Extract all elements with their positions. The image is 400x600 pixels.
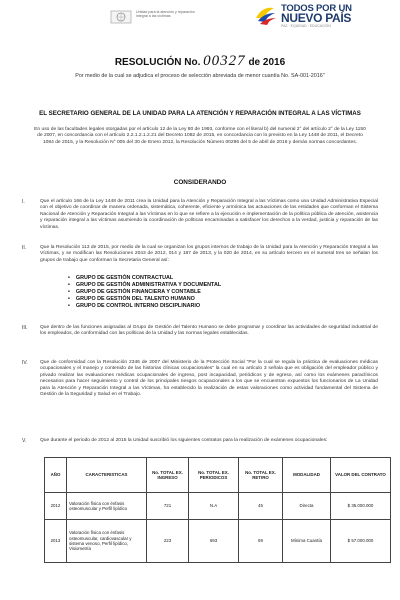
table-cell: 721: [147, 493, 189, 520]
header-entity-name: Unidad para la atención y reparación integral a las víctimas: [136, 10, 195, 19]
preamble-paragraph: En uso de las facultades legales otorgadas por el artículo 12 de la Ley 80 de 1993, conforme con el literal b) del numeral 2° del artículo 2° de la Ley 1150 de 2007, en concordancia con el artículo 2.2.1.2.1.2.21 del Decreto 1082 de 2015, en concordancia con lo previsto en la Ley 1448 de 2011, el Decreto 1084 de 2015, y la Resolución N° 005 del 30 de Enero 2012, la Resolución Número 00296 del 5 de abril de 2016 y demás normas concordantes.: [34, 127, 366, 145]
table-cell: 223: [147, 520, 189, 563]
item-numeral: I.: [22, 199, 25, 205]
considerando-item: [22, 325, 378, 338]
table-cell: 693: [189, 520, 239, 563]
table-cell: Directa: [283, 493, 331, 520]
logo-line-1: TODOS POR UN: [281, 3, 352, 14]
resolution-prefix: RESOLUCIÓN No.: [114, 57, 201, 68]
issuing-authority: EL SECRETARIO GENERAL DE LA UNIDAD PARA LA ATENCIÓN Y REPARACIÓN INTEGRAL A LAS VÍCTIMAS: [39, 110, 361, 117]
table-header-cell: AÑO: [45, 458, 67, 493]
table-cell: 2012: [45, 493, 67, 520]
logo-tagline: PAZ · EQUIDAD · EDUCACIÓN: [281, 24, 331, 28]
item-numeral: III.: [22, 325, 28, 331]
table-cell: Mínima Cuantía: [283, 520, 331, 563]
table-row: [45, 493, 391, 520]
item-text: Que el artículo 166 de la Ley 1448 de 2011 crea la Unidad para la Atención y Reparación Integral a las Víctimas como una Unidad Administrativa Especial con el objetivo de coordinar de manera ordenada, sistemática, coherente, eficiente y armónica las actuaciones de las entidades que conforman el Sistema Nacional de Atención y Reparación Integral a las Víctimas en lo que se refiere a la ejecución e implementación de la política pública de atención, asistencia y reparación integral a las víctimas asumiendo la coordinación de políticas encaminadas a satisfacer los derechos a la verdad, justicia y reparación de las víctimas.: [40, 199, 378, 230]
considerando-item: [22, 360, 378, 398]
item-text: Que durante el periodo de 2012 al 2015 la Unidad suscribió los siguientes contratos para la realización de exámenes ocupacionales:: [40, 438, 328, 443]
table-header-cell: CARACTERISTICAS: [67, 458, 147, 493]
item-numeral: V.: [22, 438, 27, 444]
table-cell: 2013: [45, 520, 67, 563]
table-cell: Valoración física con énfasis osteomuscular, cardiovascular y sistema venoso, Perfil lipídico, Visiometría: [67, 520, 147, 563]
item-text: Que dentro de las funciones asignadas al Grupo de Gestión del Talento Humano se debe programar y coordinar las actividades de seguridad industrial de los empleados, de conformidad con las políticas de la Unidad y las normas legales establecidas.: [40, 325, 378, 337]
table-header-cell: No. TOTAL EX. RETIRO: [239, 458, 283, 493]
coat-of-arms-icon: [110, 10, 132, 24]
work-group-item: • GRUPO DE GESTIÓN ADMINISTRATIVA Y DOCUMENTAL: [68, 282, 221, 289]
item-text: Que la Resolución 113 de 2015, por medio de la cual se organizan los grupos internos de trabajo de la Unidad para la Atención y Reparación Integral a las Víctimas, y se modifican las Resoluciones 2043 de 2012, 014 y 187 de 2013, y la 020 de 2014, en su artículo tercero en el numeral tres se señalan los grupos de trabajo que conforman la Secretaria General así:: [40, 245, 378, 263]
table-cell: $ 57.000.000: [331, 520, 391, 563]
logo-line-2: NUEVO PAÍS: [281, 11, 352, 25]
work-group-item: • GRUPO DE CONTROL INTERNO DISCIPLINARIO: [68, 303, 221, 310]
considerando-item: [22, 199, 378, 231]
item-numeral: II.: [22, 245, 27, 251]
header-left: [110, 10, 206, 24]
contracts-table: [44, 457, 391, 563]
table-cell: 69: [239, 520, 283, 563]
resolution-suffix: de 2016: [248, 57, 286, 68]
considerando-item: [22, 245, 378, 264]
resolution-number: 00327: [203, 53, 246, 69]
table-header-cell: VALOR DEL CONTRATO: [331, 458, 391, 493]
resolution-subtitle: Por medio de la cual se adjudica el proceso de selección abreviada de menor cuantía No. SA-001-2016": [75, 73, 325, 79]
table-cell: 45: [239, 493, 283, 520]
work-groups-list: [68, 275, 221, 310]
table-header-cell: No. TOTAL EX. INGRESO: [147, 458, 189, 493]
header-logo: [254, 4, 394, 38]
work-group-item: • GRUPO DE GESTIÓN FINANCIERA Y CONTABLE: [68, 289, 221, 296]
considerando-heading: CONSIDERANDO: [173, 179, 227, 186]
table-cell: $ 35.000.000: [331, 493, 391, 520]
item-numeral: IV.: [22, 360, 28, 366]
work-group-item: • GRUPO DE GESTIÓN CONTRACTUAL: [68, 275, 221, 282]
table-header-row: [45, 458, 391, 493]
table-header-cell: No. TOTAL EX. PERIODICOS: [189, 458, 239, 493]
colombia-flag-logo-icon: [254, 4, 278, 28]
table-header-cell: MODALIDAD: [283, 458, 331, 493]
item-text: Que de conformidad con la Resolución 2346 de 2007 del Ministerio de la Protección Social "Por la cual se regula la práctica de evaluaciones médicas ocupacionales y el manejo y contenido de las historias clínicas ocupacionales" la cual en su artículo 3 señala que es obligación del empleador público y privado realizar las evaluaciones médicas ocupacionales de ingreso, post incapacidad, periódicos y de egreso, así como los exámenes paraclínicos necesarios para hacer seguimiento y control de los principales riesgos ocupacionales a los que se encuentran expuestos los funcionarios de La Unidad para la Atención y Reparación Integral a las Víctimas, ha establecido la realización de estas valoraciones como actividad fundamental del Sistema de Gestión de la Seguridad y Salud en el Trabajo.: [40, 360, 378, 398]
work-group-item: • GRUPO DE GESTIÓN DEL TALENTO HUMANO: [68, 296, 221, 303]
resolution-title: [0, 53, 400, 70]
table-cell: Valoración física con énfasis osteomuscular y Perfil lipídico: [67, 493, 147, 520]
table-row: [45, 520, 391, 563]
table-cell: N.A: [189, 493, 239, 520]
considerando-item: [22, 438, 378, 444]
